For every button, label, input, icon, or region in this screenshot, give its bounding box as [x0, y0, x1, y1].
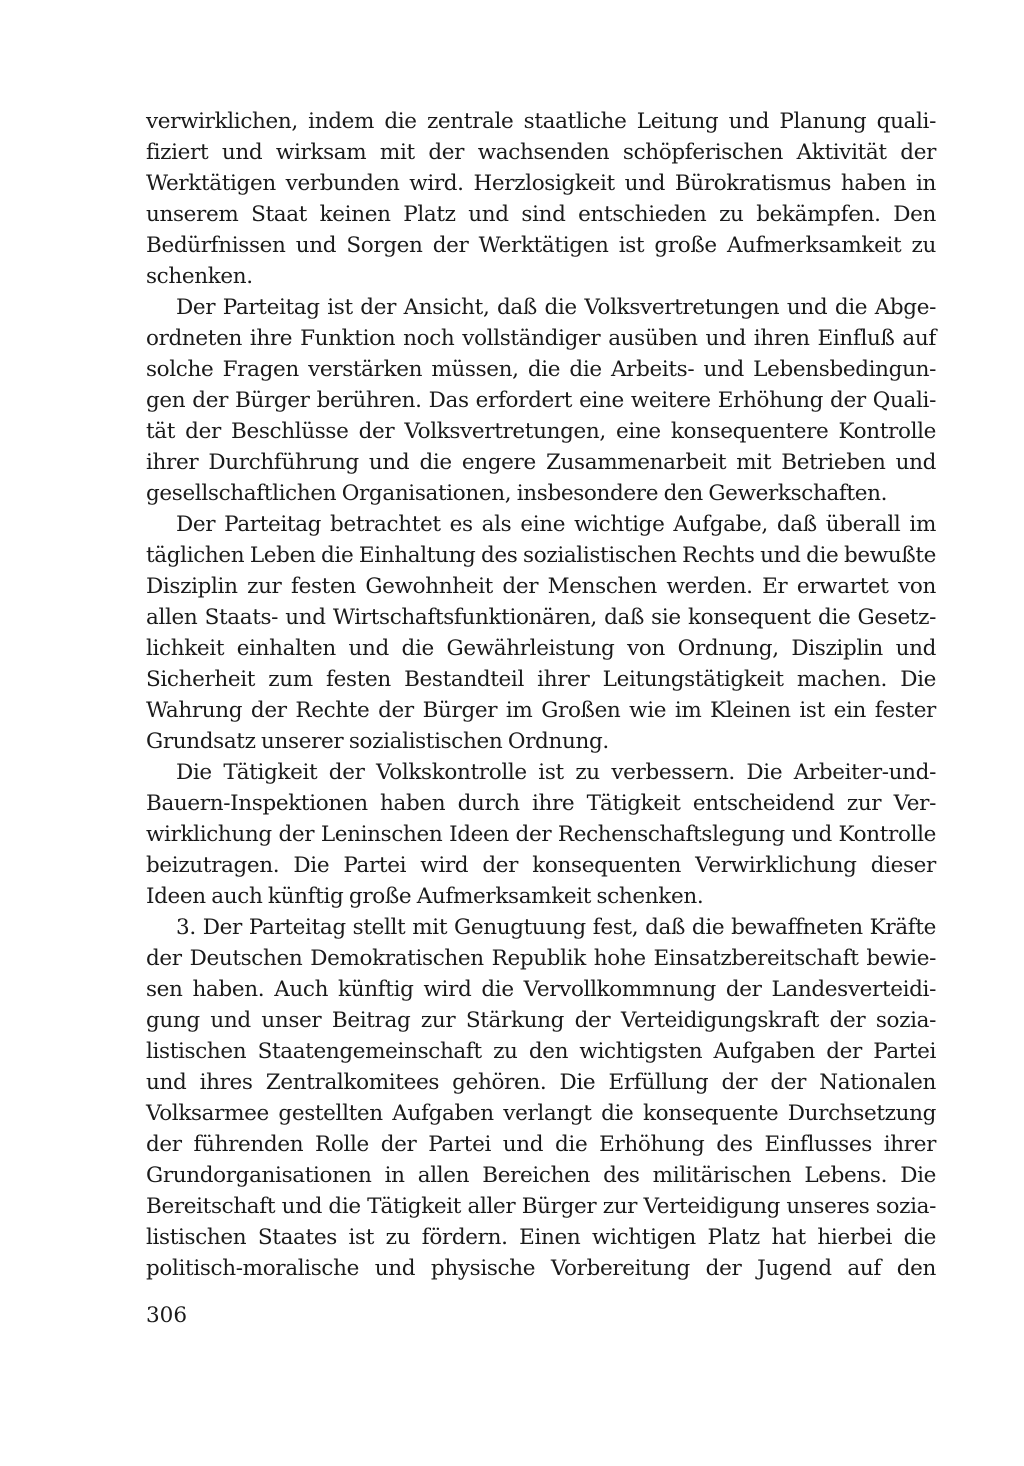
- text-line: gen der Bürger berühren. Das erfordert eine weitere Erhöhung der Quali-: [146, 388, 936, 413]
- text-line: Bereitschaft und die Tätigkeit aller Bürger zur Verteidigung unseres sozia-: [146, 1194, 936, 1219]
- text-line: ihrer Durchführung und die engere Zusammenarbeit mit Betrieben und: [146, 450, 936, 475]
- text-line: Werktätigen verbunden wird. Herzlosigkeit und Bürokratismus haben in: [146, 171, 936, 196]
- text-line: täglichen Leben die Einhaltung des sozialistischen Rechts und die bewußte: [146, 543, 936, 568]
- text-line: Bedürfnissen und Sorgen der Werktätigen ist große Aufmerksamkeit zu: [146, 233, 936, 258]
- text-line: listischen Staates ist zu fördern. Einen wichtigen Platz hat hierbei die: [146, 1225, 936, 1250]
- text-line: wirklichung der Leninschen Ideen der Rechenschaftslegung und Kontrolle: [146, 822, 936, 847]
- text-line: tät der Beschlüsse der Volksvertretungen, eine konsequentere Kontrolle: [146, 419, 936, 444]
- text-line: politisch-moralische und physische Vorbereitung der Jugend auf den: [146, 1256, 936, 1281]
- text-line: Sicherheit zum festen Bestandteil ihrer Leitungstätigkeit machen. Die: [146, 667, 936, 692]
- paragraph-5: [146, 912, 936, 1284]
- text-line: Bauern-Inspektionen haben durch ihre Tätigkeit entscheidend zur Ver-: [146, 791, 936, 816]
- text-line: Die Tätigkeit der Volkskontrolle ist zu verbessern. Die Arbeiter-und-: [176, 760, 936, 785]
- text-line: Ideen auch künftig große Aufmerksamkeit schenken.: [146, 884, 704, 909]
- text-line: Grundorganisationen in allen Bereichen des militärischen Lebens. Die: [146, 1163, 936, 1188]
- page-number: 306: [146, 1303, 188, 1328]
- text-line: verwirklichen, indem die zentrale staatliche Leitung und Planung quali-: [146, 109, 936, 134]
- text-line: Grundsatz unserer sozialistischen Ordnung.: [146, 729, 609, 754]
- text-line: fiziert und wirksam mit der wachsenden schöpferischen Aktivität der: [146, 140, 936, 165]
- text-line: beizutragen. Die Partei wird der konsequenten Verwirklichung dieser: [146, 853, 936, 878]
- text-line: allen Staats- und Wirtschaftsfunktionären, daß sie konsequent die Gesetz-: [146, 605, 936, 630]
- paragraph-3: [146, 509, 936, 757]
- paragraph-4: [146, 757, 936, 912]
- text-line: unserem Staat keinen Platz und sind entschieden zu bekämpfen. Den: [146, 202, 936, 227]
- text-line: 3. Der Parteitag stellt mit Genugtuung fest, daß die bewaffneten Kräfte: [176, 915, 936, 940]
- text-line: ordneten ihre Funktion noch vollständiger ausüben und ihren Einfluß auf: [146, 326, 936, 351]
- text-line: solche Fragen verstärken müssen, die die Arbeits- und Lebensbedingun-: [146, 357, 936, 382]
- paragraph-2: [146, 292, 936, 509]
- text-line: und ihres Zentralkomitees gehören. Die Erfüllung der der Nationalen: [146, 1070, 936, 1095]
- text-line: sen haben. Auch künftig wird die Vervollkommnung der Landesverteidi-: [146, 977, 936, 1002]
- text-line: gung und unser Beitrag zur Stärkung der Verteidigungskraft der sozia-: [146, 1008, 936, 1033]
- text-line: schenken.: [146, 264, 253, 289]
- text-line: Der Parteitag ist der Ansicht, daß die Volksvertretungen und die Abge-: [176, 295, 936, 320]
- text-line: Der Parteitag betrachtet es als eine wichtige Aufgabe, daß überall im: [176, 512, 936, 537]
- paragraph-1: [146, 106, 936, 292]
- text-line: listischen Staatengemeinschaft zu den wichtigsten Aufgaben der Partei: [146, 1039, 936, 1064]
- text-line: lichkeit einhalten und die Gewährleistung von Ordnung, Disziplin und: [146, 636, 936, 661]
- text-line: gesellschaftlichen Organisationen, insbesondere den Gewerkschaften.: [146, 481, 888, 506]
- text-line: der führenden Rolle der Partei und die Erhöhung des Einflusses ihrer: [146, 1132, 936, 1157]
- text-line: Volksarmee gestellten Aufgaben verlangt die konsequente Durchsetzung: [146, 1101, 936, 1126]
- text-line: der Deutschen Demokratischen Republik hohe Einsatzbereitschaft bewie-: [146, 946, 936, 971]
- text-line: Wahrung der Rechte der Bürger im Großen wie im Kleinen ist ein fester: [146, 698, 936, 723]
- text-line: Disziplin zur festen Gewohnheit der Menschen werden. Er erwartet von: [146, 574, 936, 599]
- body-text: [146, 106, 936, 1284]
